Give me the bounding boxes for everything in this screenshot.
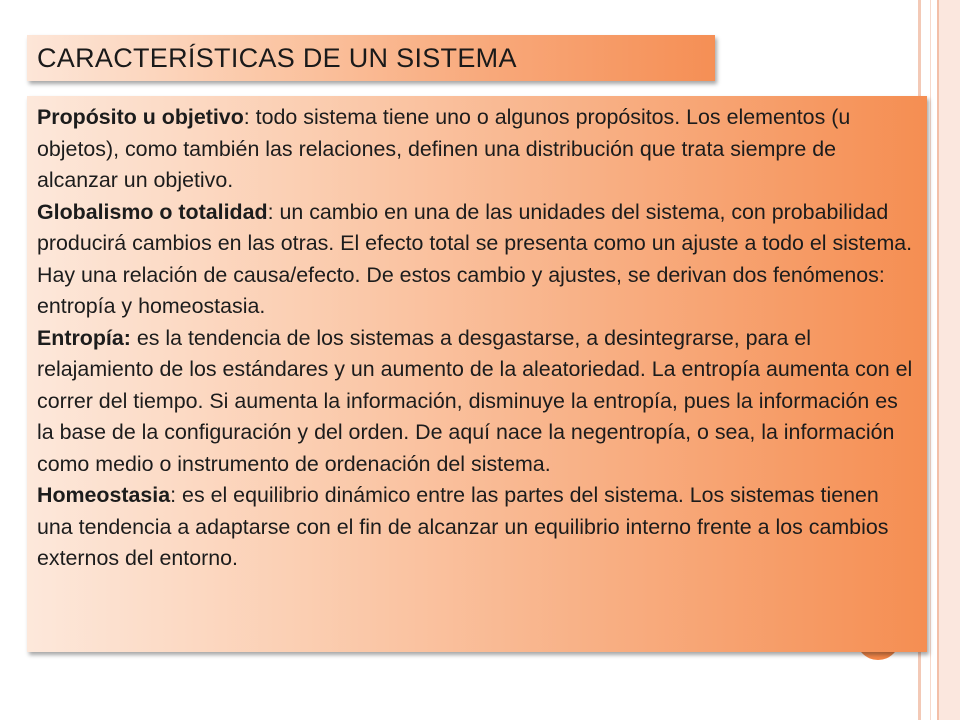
- term-homeostasia: Homeostasia: [37, 483, 171, 507]
- text-homeostasia: es el equilibrio dinámico entre las partes del sistema. Los sistemas tienen una tendencia a adaptarse con el fin de alcanzar un equilibrio interno frente a los cambios externos del entorno.: [37, 483, 889, 570]
- slide-title-bar: [27, 35, 715, 81]
- paragraph-globalismo: [37, 197, 919, 323]
- term-proposito: Propósito u objetivo: [37, 105, 244, 129]
- text-globalismo: un cambio en una de las unidades del sistema, con probabilidad producirá cambios en las otras. El efecto total se presenta como un ajuste a todo el sistema. Hay una relación de causa/efecto. De estos cambio y ajustes, se derivan dos fenómenos: entropía y homeostasia.: [37, 199, 913, 318]
- content-box: [27, 96, 927, 652]
- slide-title: CARACTERÍSTICAS DE UN SISTEMA: [37, 42, 517, 73]
- text-proposito: todo sistema tiene uno o algunos propósitos. Los elementos (u objetos), como también las relaciones, definen una distribución que trata siempre de alcanzar un objetivo.: [37, 105, 851, 192]
- paragraph-proposito: [37, 102, 919, 197]
- text-entropia: es la tendencia de los sistemas a desgastarse, a desintegrarse, para el relajamiento de los estándares y un aumento de la aleatoriedad. La entropía aumenta con el correr del tiempo. Si aumenta la información, disminuye la entropía, pues la información es la base de la configuración y del orden. De aquí nace la negentropía, o sea, la información como medio o instrumento de ordenación del sistema.: [37, 325, 913, 476]
- decorative-stripe-wide: [930, 0, 960, 720]
- separator-proposito: :: [243, 105, 250, 129]
- term-globalismo: Globalismo o totalidad: [37, 199, 268, 224]
- term-entropia: Entropía:: [37, 325, 131, 350]
- separator-globalismo: :: [267, 199, 274, 224]
- paragraph-entropia: [37, 323, 919, 481]
- paragraph-homeostasia: [37, 480, 919, 575]
- separator-homeostasia: :: [170, 483, 177, 507]
